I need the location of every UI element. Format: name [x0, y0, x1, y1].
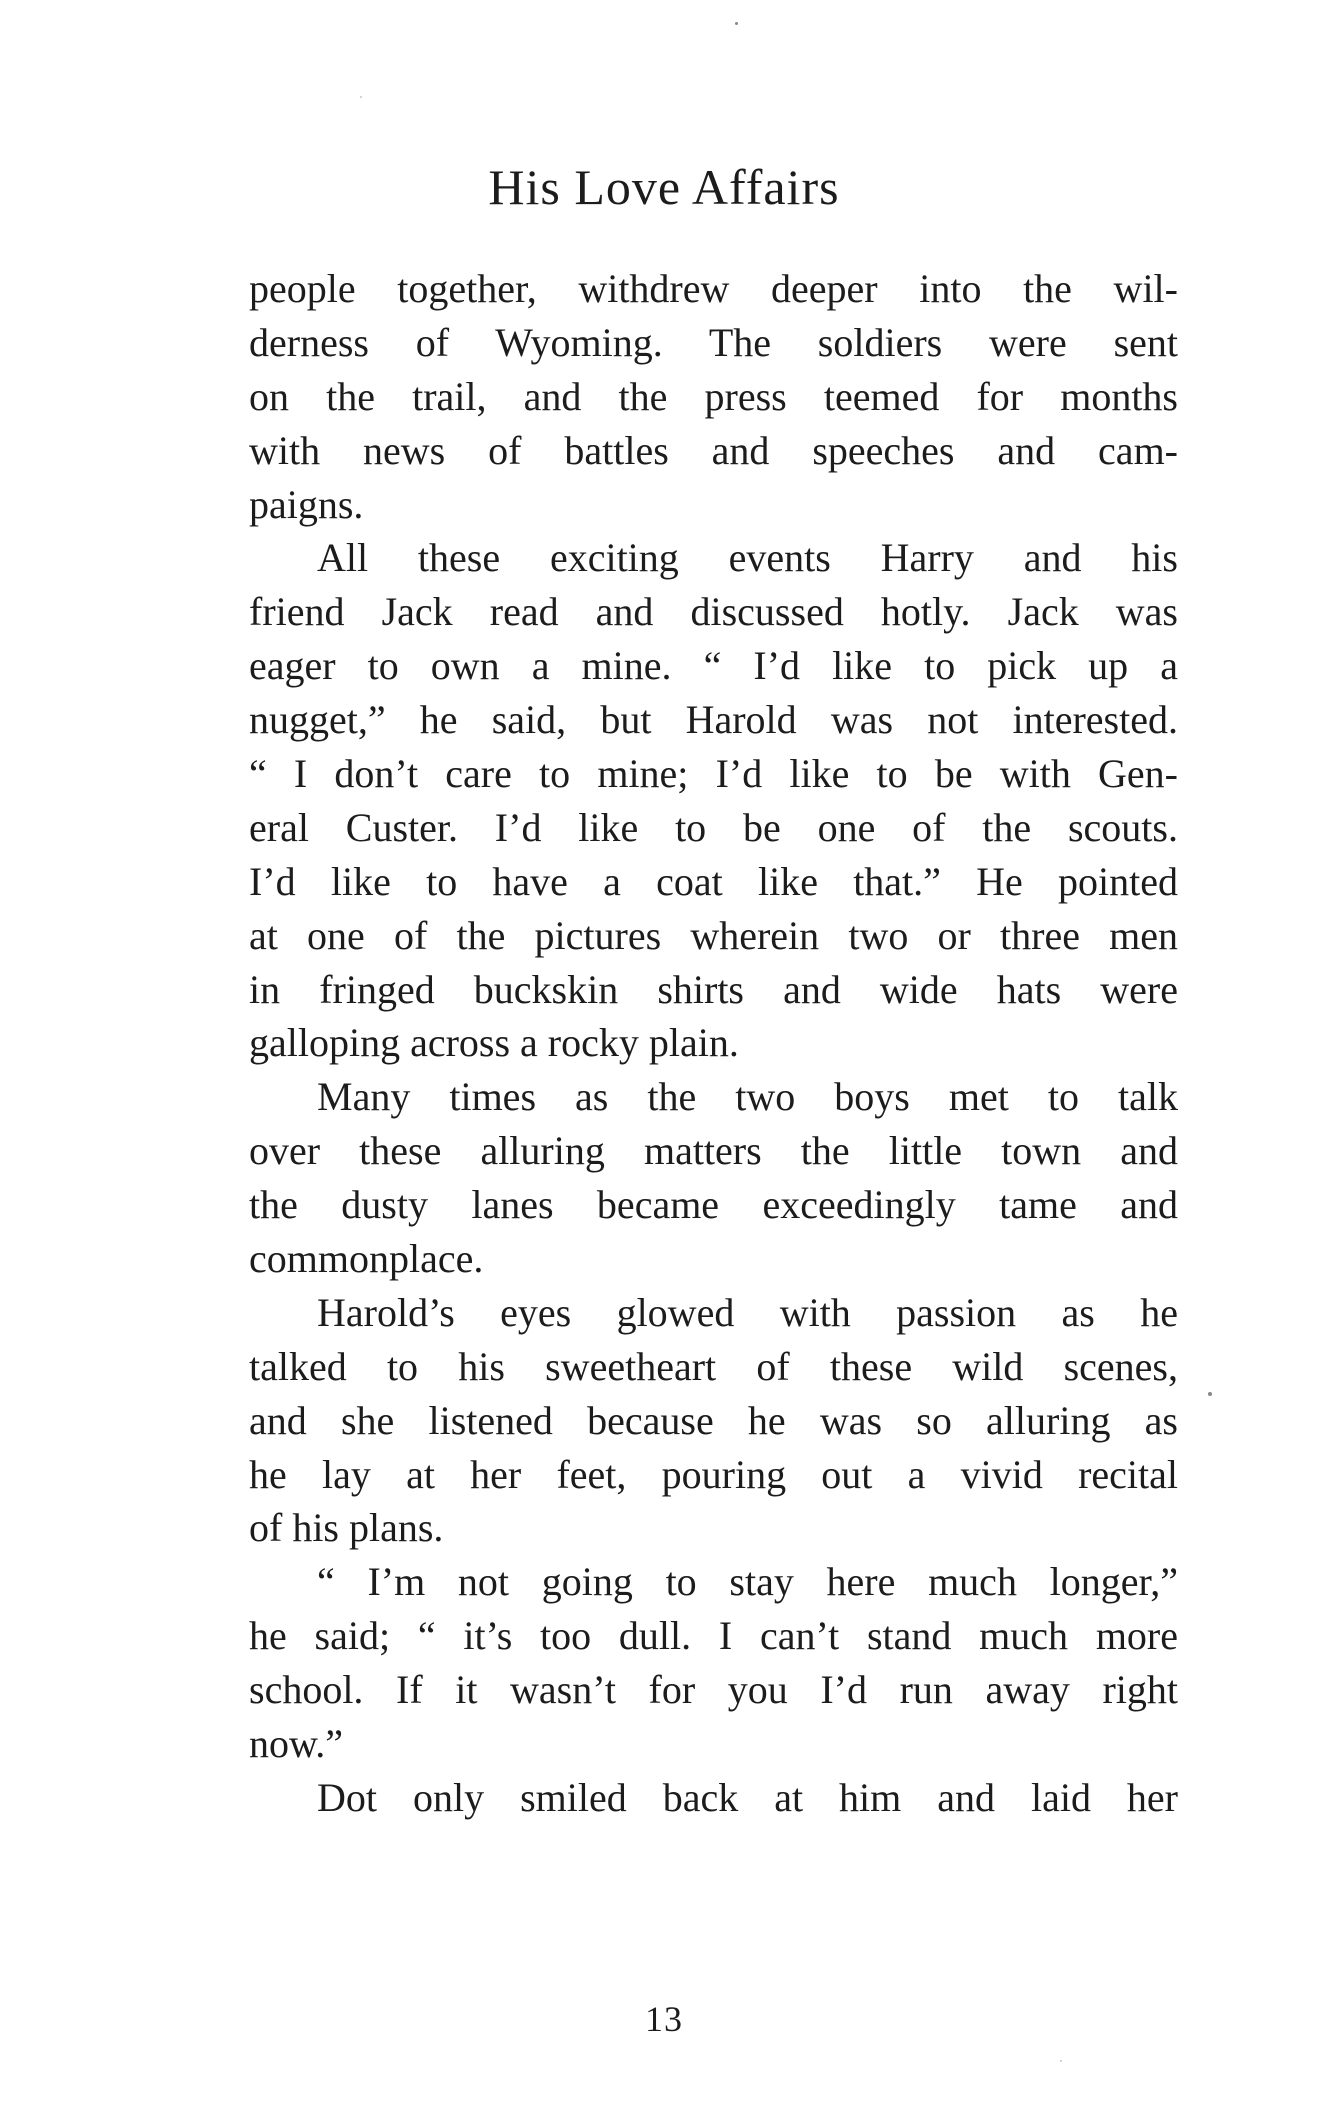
text-line: the dusty lanes became exceedingly tame and	[249, 1182, 1178, 1228]
text-line: “ I don’t care to mine; I’d like to be with Gen-	[249, 751, 1178, 797]
text-line: “ I’m not going to stay here much longer,”	[317, 1559, 1178, 1605]
paper-speck	[1060, 2060, 1062, 2062]
text-line: galloping across a rocky plain.	[249, 1020, 739, 1066]
text-line: Many times as the two boys met to talk	[317, 1074, 1178, 1120]
text-line: at one of the pictures wherein two or three men	[249, 912, 1178, 958]
text-line: over these alluring matters the little town and	[249, 1128, 1178, 1174]
text-line: talked to his sweetheart of these wild scenes,	[249, 1343, 1178, 1389]
text-line: he lay at her feet, pouring out a vivid recital	[249, 1451, 1178, 1497]
text-line: with news of battles and speeches and cam-	[249, 427, 1178, 473]
running-head: His Love Affairs	[488, 159, 840, 215]
page-number: 13	[645, 1999, 683, 2039]
paper-speck	[735, 22, 738, 25]
text-line: eral Custer. I’d like to be one of the scouts.	[249, 804, 1178, 850]
text-line: in fringed buckskin shirts and wide hats were	[249, 966, 1178, 1012]
text-line: eager to own a mine. “ I’d like to pick up a	[249, 643, 1178, 689]
text-line: Dot only smiled back at him and laid her	[317, 1774, 1178, 1820]
text-line: on the trail, and the press teemed for months	[249, 373, 1178, 419]
text-line: he said; “ it’s too dull. I can’t stand much more	[249, 1613, 1178, 1659]
text-line: paigns.	[249, 481, 364, 527]
text-line: Harold’s eyes glowed with passion as he	[317, 1289, 1178, 1335]
text-line: I’d like to have a coat like that.” He pointed	[249, 858, 1178, 904]
text-line: school. If it wasn’t for you I’d run away right	[249, 1667, 1178, 1713]
text-line: people together, withdrew deeper into the wil-	[249, 266, 1178, 311]
text-line: All these exciting events Harry and his	[317, 535, 1178, 581]
paper-speck	[1208, 1392, 1212, 1396]
body-text	[249, 262, 1178, 1825]
text-line: commonplace.	[249, 1236, 484, 1282]
text-line: derness of Wyoming. The soldiers were sent	[249, 319, 1178, 365]
text-line: and she listened because he was so alluring as	[249, 1397, 1178, 1443]
text-line: of his plans.	[249, 1505, 444, 1551]
text-line: friend Jack read and discussed hotly. Jack was	[249, 589, 1178, 635]
text-line: now.”	[249, 1721, 344, 1767]
paper-speck	[360, 96, 362, 98]
text-line: nugget,” he said, but Harold was not interested.	[249, 697, 1178, 743]
